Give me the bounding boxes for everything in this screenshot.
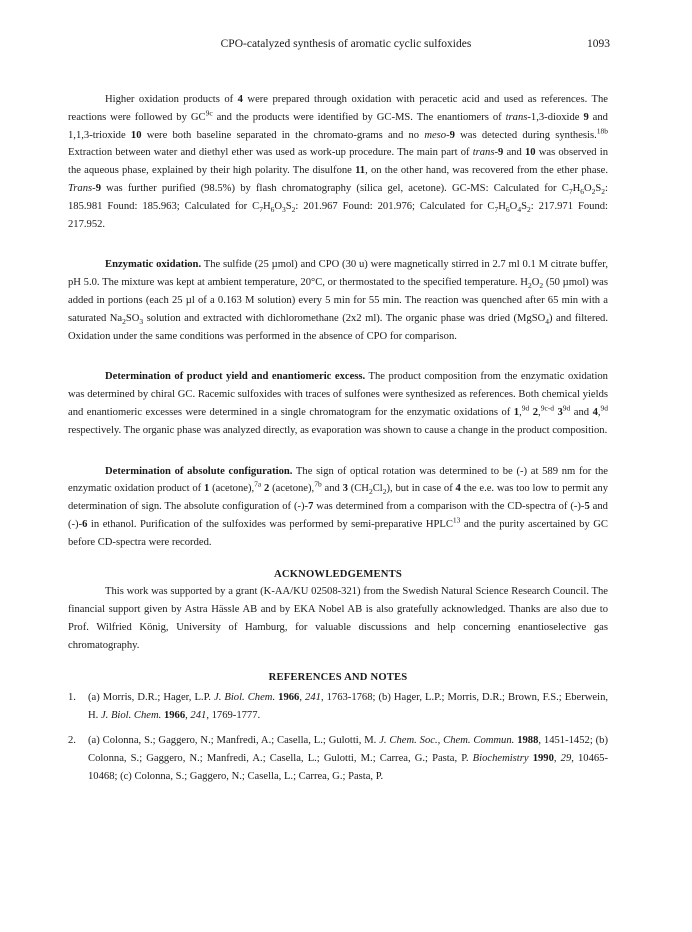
- subscript: 2: [382, 487, 387, 497]
- text: ) and filtered. Oxidation under the same conditions was performed in the absence of CPO for comparison.: [68, 312, 608, 342]
- text: SO: [125, 312, 140, 324]
- text: ,: [553, 752, 561, 764]
- text: -: [92, 182, 96, 194]
- subscript: 2: [526, 204, 531, 214]
- compound-ref: 9: [95, 182, 101, 194]
- text: and: [503, 147, 525, 159]
- text: ,: [519, 406, 522, 418]
- subscript: 4: [517, 204, 522, 214]
- compound-ref: 9: [449, 129, 455, 141]
- year: 1988: [517, 734, 539, 746]
- text: : 217.971 Found: 217.952.: [68, 200, 608, 230]
- text: ,: [299, 692, 306, 704]
- text: The product composition from the enzymatic oxidation was determined by chiral GC. Racemic sulfoxides with traces of sulfones were synthesized as references. Both chemical yields and enantiomeric excesses were determined in a single chromatogram for the enzymatic oxidations of: [68, 371, 608, 418]
- text: and: [570, 406, 593, 418]
- text: O: [509, 200, 518, 212]
- section-run-in-heading: Enzymatic oxidation.: [105, 259, 202, 271]
- text: S: [595, 182, 602, 194]
- text: respectively. The organic phase was analyzed directly, as evaporation was shown to cause a change in the product composition.: [68, 424, 608, 436]
- volume: 241: [305, 692, 321, 704]
- citation: 9c: [205, 108, 213, 118]
- text: in ethanol. Purification of the sulfoxides was performed by semi-preparative HPLC: [87, 518, 453, 530]
- text: and the products were identified by GC-MS. The enantiomers of: [212, 111, 506, 123]
- italic-term: meso: [424, 129, 447, 141]
- running-header: [0, 38, 692, 54]
- text: -1,3-dioxide: [527, 111, 584, 123]
- text: and: [321, 483, 343, 495]
- text: The sign of optical rotation was determined to be (-) at 589 nm for the enzymatic oxidation product of: [68, 465, 608, 495]
- subscript: 6: [580, 187, 584, 197]
- text: S: [285, 200, 292, 212]
- text: : 201.967 Found: 201.976; Calculated for C: [295, 200, 495, 212]
- subscript: 2: [122, 316, 126, 326]
- paragraph-absolute-configuration: [68, 463, 608, 552]
- text: S: [521, 200, 527, 212]
- citation: 9d: [562, 403, 571, 413]
- compound-ref: 9: [583, 111, 589, 123]
- section-run-in-heading: Determination of product yield and enantiomeric excess.: [105, 371, 366, 383]
- subscript: 3: [282, 204, 286, 214]
- reference-number: 1.: [68, 692, 76, 704]
- text: was detected during synthesis.: [454, 129, 597, 141]
- text: -: [494, 147, 499, 159]
- acknowledgements-text: This work was supported by a grant (K-AA/KU 02508-321) from the Swedish Natural Science Research Council. The financial support given by Astra Hässle AB and by EKA Nobel AB is also gratefully acknowledged. Thanks are also due to Prof. Wilfried König, University of Hamburg, for valuable discussions and help concerning enantioselective gas chromatography.: [68, 586, 608, 651]
- compound-ref: 1: [513, 406, 520, 418]
- text: O: [531, 277, 540, 289]
- compound-ref: 4: [237, 94, 243, 105]
- year: 1966: [278, 692, 300, 704]
- compound-ref: 4: [455, 483, 461, 495]
- text: ), but in case of: [386, 483, 456, 495]
- running-title: CPO-catalyzed synthesis of aromatic cyclic sulfoxides: [220, 38, 472, 50]
- compound-ref: 10: [524, 147, 536, 159]
- text: , 1769-1777.: [206, 710, 261, 722]
- text: were prepared through oxidation with peracetic acid and used as references. The reactions were followed by GC: [68, 94, 608, 123]
- reference-item: [68, 689, 608, 725]
- journal-name: J. Chem. Soc., Chem. Commun.: [379, 734, 515, 746]
- year: 1990: [532, 752, 554, 764]
- journal-name: J. Biol. Chem.: [214, 692, 276, 704]
- compound-ref: 6: [82, 518, 88, 530]
- text: solution and extracted with dichloromethane (2x2 ml). The organic phase was dried (MgSO: [143, 312, 546, 324]
- acknowledgements-heading: ACKNOWLEDGEMENTS: [274, 568, 402, 580]
- subscript: 2: [591, 187, 596, 197]
- text: were both baseline separated in the chromato-grams and no: [141, 129, 425, 141]
- italic-term: Trans: [68, 182, 93, 194]
- article-body: [68, 91, 608, 785]
- text: (a) Morris, D.R.; Hager, L.P.: [88, 692, 214, 704]
- compound-ref: 1: [203, 483, 210, 495]
- text: , on the other hand, was recovered from the ether phase.: [365, 165, 608, 177]
- text: (50 µmol) was added in portions (each 25 µl of a 0.163 M solution) every 5 min for 55 min. The reaction was quenched after 65 min with a saturated Na: [68, 277, 609, 324]
- text: (acetone),: [269, 483, 315, 495]
- reference-item: [68, 732, 608, 785]
- citation: 9c-d: [540, 403, 555, 413]
- subscript: 7: [568, 187, 573, 197]
- reference-number: 2.: [68, 734, 76, 746]
- text: and (-)-: [68, 501, 608, 530]
- compound-ref: 10: [130, 129, 142, 141]
- compound-ref: 7: [308, 501, 314, 513]
- citation: 7a: [254, 479, 262, 489]
- compound-ref: 5: [584, 501, 590, 513]
- text: ,: [185, 710, 191, 722]
- volume: 241: [190, 710, 207, 722]
- compound-ref: 2: [264, 483, 270, 495]
- text: was observed in the aqueous phase, explained by their high polarity. The disulfone: [68, 147, 609, 177]
- references-heading: REFERENCES AND NOTES: [268, 671, 408, 683]
- text: Higher oxidation products of: [105, 94, 238, 105]
- subscript: 6: [270, 204, 275, 214]
- text: ,: [538, 406, 541, 418]
- journal-name: J. Biol. Chem.: [100, 710, 162, 722]
- text: The sulfide (25 µmol) and CPO (30 u) were magnetically stirred in 2.7 ml 0.1 M citrate buffer, pH 5.0. The mixture was kept at ambient temperature, 20°C, or thermostated to the specified temperature. H: [68, 259, 608, 289]
- volume: 29: [560, 752, 572, 764]
- text: O: [583, 182, 592, 194]
- text: and 1,1,3-trioxide: [68, 111, 608, 141]
- text: ,: [597, 406, 601, 418]
- italic-term: trans: [472, 147, 495, 159]
- citation: 18b: [596, 126, 608, 136]
- text: , 10465-10468; (c) Colonna, S.; Gaggero, N.; Casella, L.; Carrea, G.; Pasta, P.: [88, 752, 609, 782]
- compound-ref: 2: [532, 406, 539, 418]
- journal-name: Biochemistry: [472, 752, 529, 764]
- year: 1966: [163, 710, 186, 722]
- citation: 9d: [600, 403, 609, 413]
- subscript: 2: [291, 204, 296, 214]
- compound-ref: 3: [557, 406, 563, 418]
- text: : 185.981 Found: 185.963; Calculated for C: [68, 182, 608, 212]
- compound-ref: 4: [592, 406, 598, 418]
- text: was further purified (98.5%) by flash chromatography (silica gel, acetone). GC-MS: Calculated for C: [100, 182, 569, 194]
- text: Extraction between water and diethyl ether was used as work-up procedure. The main part of: [68, 147, 473, 159]
- subscript: 3: [139, 316, 144, 326]
- subscript: 4: [545, 316, 549, 326]
- subscript: 2: [368, 487, 373, 497]
- text: Cl: [372, 483, 383, 495]
- text: (acetone),: [209, 483, 255, 495]
- text: was determined from a comparison with the CD-spectra of (-)-: [313, 501, 585, 513]
- text: , 1451-1452; (b) Colonna, S.; Gaggero, N.; Manfredi, A.; Casella, L.; Gulotti, M.; Carrea, G.; Pasta, P.: [88, 734, 608, 764]
- text: -: [446, 129, 450, 141]
- subscript: 2: [539, 281, 544, 291]
- text: H: [498, 200, 506, 212]
- text: H: [572, 182, 581, 194]
- compound-ref: 9: [498, 147, 504, 159]
- paragraph-product-yield: [68, 368, 608, 439]
- compound-ref: 3: [342, 483, 348, 495]
- page-number: 1093: [587, 38, 610, 50]
- subscript: 2: [527, 281, 532, 291]
- paragraph-enzymatic-oxidation: [68, 256, 608, 345]
- text: , 1763-1768; (b) Hager, L.P.; Morris, D.R.; Brown, F.S.; Eberwein, H.: [88, 692, 609, 722]
- section-run-in-heading: Determination of absolute configuration.: [105, 465, 293, 477]
- text: and the purity ascertained by GC before CD-spectra were recorded.: [68, 518, 608, 548]
- text: O: [274, 200, 283, 212]
- text: (a) Colonna, S.; Gaggero, N.; Manfredi, A.; Casella, L.; Gulotti, M.: [88, 734, 380, 746]
- subscript: 2: [601, 187, 606, 197]
- text: (CH: [347, 483, 369, 495]
- subscript: 7: [259, 204, 263, 214]
- paragraph-higher-oxidation: [68, 91, 608, 233]
- citation: 7b: [314, 479, 322, 489]
- citation: 13: [452, 515, 461, 525]
- subscript: 6: [505, 204, 510, 214]
- italic-term: trans: [505, 111, 528, 123]
- subscript: 7: [494, 204, 499, 214]
- text: the e.e. was too low to permit any determination of sign. The absolute configuration of (-)-: [68, 483, 609, 513]
- compound-ref: 11: [355, 165, 366, 177]
- citation: 9d: [521, 403, 530, 413]
- text: H: [262, 200, 271, 212]
